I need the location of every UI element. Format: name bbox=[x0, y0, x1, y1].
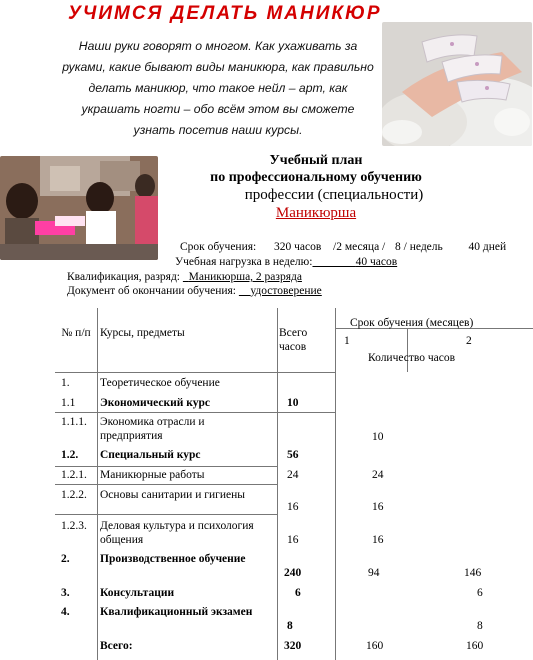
row-course: Производственное обучение bbox=[100, 553, 246, 565]
row-number: 1.2. bbox=[61, 449, 79, 461]
row-number: 4. bbox=[61, 606, 70, 618]
row-course: Экономический курс bbox=[100, 397, 210, 409]
header-total: Всего часов bbox=[279, 327, 308, 353]
duration-months: /2 месяца / bbox=[333, 241, 386, 253]
load-value: 40 часов bbox=[355, 256, 398, 268]
curriculum-table bbox=[55, 308, 533, 660]
row-number: 1.1.1. bbox=[61, 416, 87, 428]
plan-title: Учебный план bbox=[269, 153, 363, 168]
row-total: 10 bbox=[287, 397, 299, 409]
row-number: 1.2.2. bbox=[61, 489, 87, 501]
plan-header bbox=[170, 152, 462, 223]
row-month-1: 16 bbox=[372, 501, 384, 513]
header-month-1: 1 bbox=[344, 335, 350, 347]
row-course: Экономика отрасли и предприятия bbox=[100, 416, 205, 442]
qualification-value: Маникюрша, 2 разряда bbox=[188, 271, 302, 283]
load-line bbox=[175, 255, 397, 269]
row-total: 240 bbox=[284, 567, 302, 579]
row-course: Основы санитарии и гигиены bbox=[100, 489, 245, 501]
header-course: Курсы, предметы bbox=[100, 327, 185, 339]
row-month-1: 16 bbox=[372, 534, 384, 546]
plan-profession: Маникюрша bbox=[275, 205, 357, 221]
duration-days: 40 дней bbox=[468, 241, 507, 253]
row-month-1: 94 bbox=[368, 567, 380, 579]
duration-line bbox=[180, 240, 506, 254]
nails-photo bbox=[382, 22, 532, 146]
row-month-2: 6 bbox=[477, 587, 483, 599]
duration-label: Срок обучения: bbox=[180, 241, 257, 253]
salon-photo bbox=[0, 156, 158, 260]
document-label: Документ об окончании обучения: bbox=[67, 285, 237, 297]
row-course: Квалификационный экзамен bbox=[100, 606, 253, 618]
row-total: 320 bbox=[284, 640, 302, 652]
intro-text: Наши руки говорят о многом. Как ухаживать за руками, какие бывают виды маникюра, как правильно делать маникюр, что такое нейл – арт, как украшать ногти – обо всём этом вы сможете узнать посетив наши курсы. bbox=[62, 39, 374, 137]
document-line bbox=[67, 284, 322, 298]
plan-profession-label: профессии (специальности) bbox=[244, 187, 424, 203]
row-course: Деловая культура и психология общения bbox=[100, 520, 254, 546]
row-number: 2. bbox=[61, 553, 70, 565]
row-month-1: 10 bbox=[372, 431, 384, 443]
row-total: 56 bbox=[287, 449, 299, 461]
row-total: 24 bbox=[287, 469, 299, 481]
document-value: удостоверение bbox=[250, 285, 322, 297]
row-total: 6 bbox=[295, 587, 301, 599]
row-total: 16 bbox=[287, 534, 299, 546]
row-number: 1.2.3. bbox=[61, 520, 87, 532]
row-number: 1. bbox=[61, 377, 70, 389]
row-month-1: 160 bbox=[366, 640, 384, 652]
header-hours-count: Количество часов bbox=[368, 352, 456, 364]
row-number: 3. bbox=[61, 587, 70, 599]
row-month-2: 8 bbox=[477, 620, 483, 632]
qualification-line bbox=[67, 270, 302, 284]
header-period: Срок обучения (месяцев) bbox=[350, 317, 474, 329]
header-number: № п/п bbox=[61, 327, 91, 339]
plan-subtitle: по профессиональному обучению bbox=[210, 170, 422, 185]
row-total: 16 bbox=[287, 501, 299, 513]
row-course: Специальный курс bbox=[100, 449, 201, 461]
banner-title: УЧИМСЯ ДЕЛАТЬ МАНИКЮР bbox=[68, 3, 382, 24]
row-number: 1.2.1. bbox=[61, 469, 87, 481]
row-course: Маникюрные работы bbox=[100, 469, 205, 481]
header-month-2: 2 bbox=[466, 335, 472, 347]
row-total: 8 bbox=[287, 620, 293, 632]
qualification-label: Квалификация, разряд: bbox=[67, 271, 181, 283]
row-month-2: 146 bbox=[464, 567, 482, 579]
duration-hours: 320 часов bbox=[273, 241, 322, 253]
row-course: Всего: bbox=[100, 640, 133, 652]
load-label: Учебная нагрузка в неделю: bbox=[175, 256, 313, 268]
row-number: 1.1 bbox=[61, 397, 76, 409]
row-month-2: 160 bbox=[466, 640, 484, 652]
row-month-1: 24 bbox=[372, 469, 384, 481]
row-course: Теоретическое обучение bbox=[100, 377, 220, 389]
duration-weeks: 8 / недель bbox=[395, 241, 443, 253]
row-course: Консультации bbox=[100, 587, 175, 599]
